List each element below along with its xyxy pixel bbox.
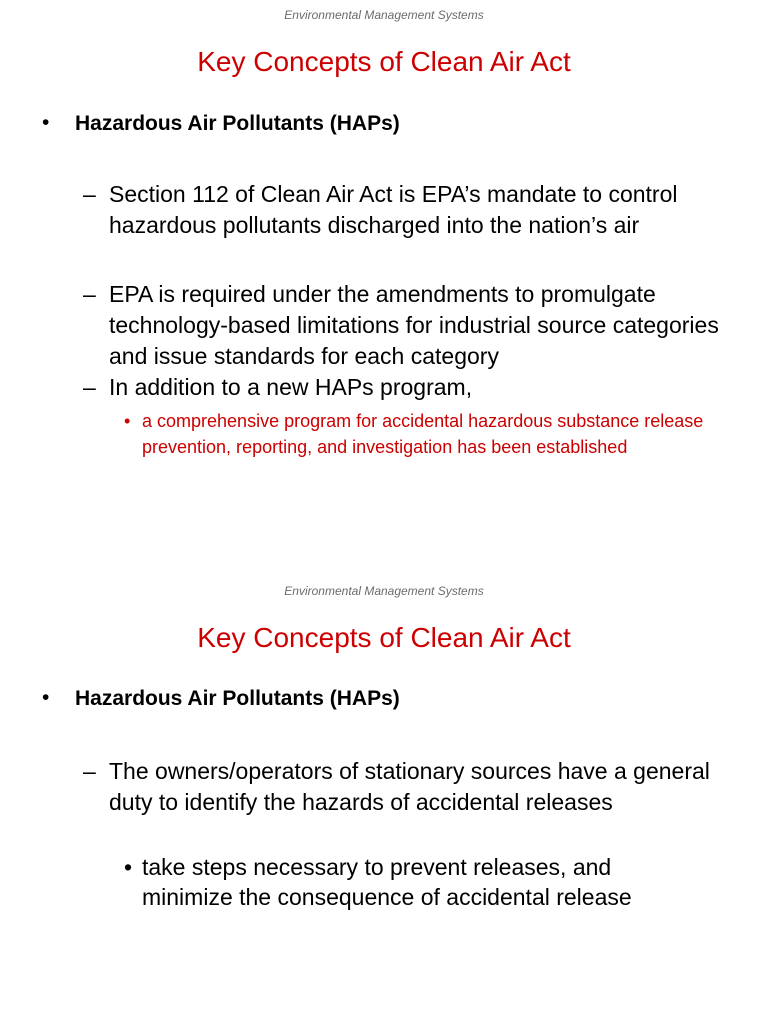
slide-header: Environmental Management Systems [284,8,484,22]
dot-icon: • [124,854,133,880]
slide-title: Key Concepts of Clean Air Act [197,46,571,77]
subpoint-epa-required [83,279,723,372]
subpoint-text: EPA is required under the amendments to promulgate technology-based limitations for industrial source categories and issue standards for each category [109,281,719,369]
dash-icon: – [83,374,96,400]
subpoint-text: Section 112 of Clean Air Act is EPA’s mandate to control hazardous pollutants discharged into the nation’s air [109,181,678,238]
bullet-text: Hazardous Air Pollutants (HAPs) [75,687,400,710]
subsub-text: a comprehensive program for accidental hazardous substance release prevention, reporting, and investigation has been established [142,411,704,457]
dash-icon: – [83,281,96,307]
bullet-icon: • [42,111,50,134]
subpoint-text: The owners/operators of stationary sources have a general duty to identify the hazards of accidental releases [109,758,710,815]
slide-2 [0,576,768,1024]
subpoint-general-duty [83,756,723,818]
subpoint-new-haps-program [83,372,723,403]
subsub-take-steps [124,852,704,912]
subpoint-section-112 [83,179,723,241]
slide-header: Environmental Management Systems [284,584,484,598]
dot-icon: • [124,411,131,431]
subpoint-text: In addition to a new HAPs program, [109,374,473,400]
dash-icon: – [83,181,96,207]
slide-title: Key Concepts of Clean Air Act [197,622,571,653]
bullet-icon: • [42,686,50,709]
subsub-text: take steps necessary to prevent releases, and minimize the consequence of accidental release [142,854,632,910]
bullet-text: Hazardous Air Pollutants (HAPs) [75,112,400,135]
subsub-accidental-release-program [124,408,704,460]
dash-icon: – [83,758,96,784]
